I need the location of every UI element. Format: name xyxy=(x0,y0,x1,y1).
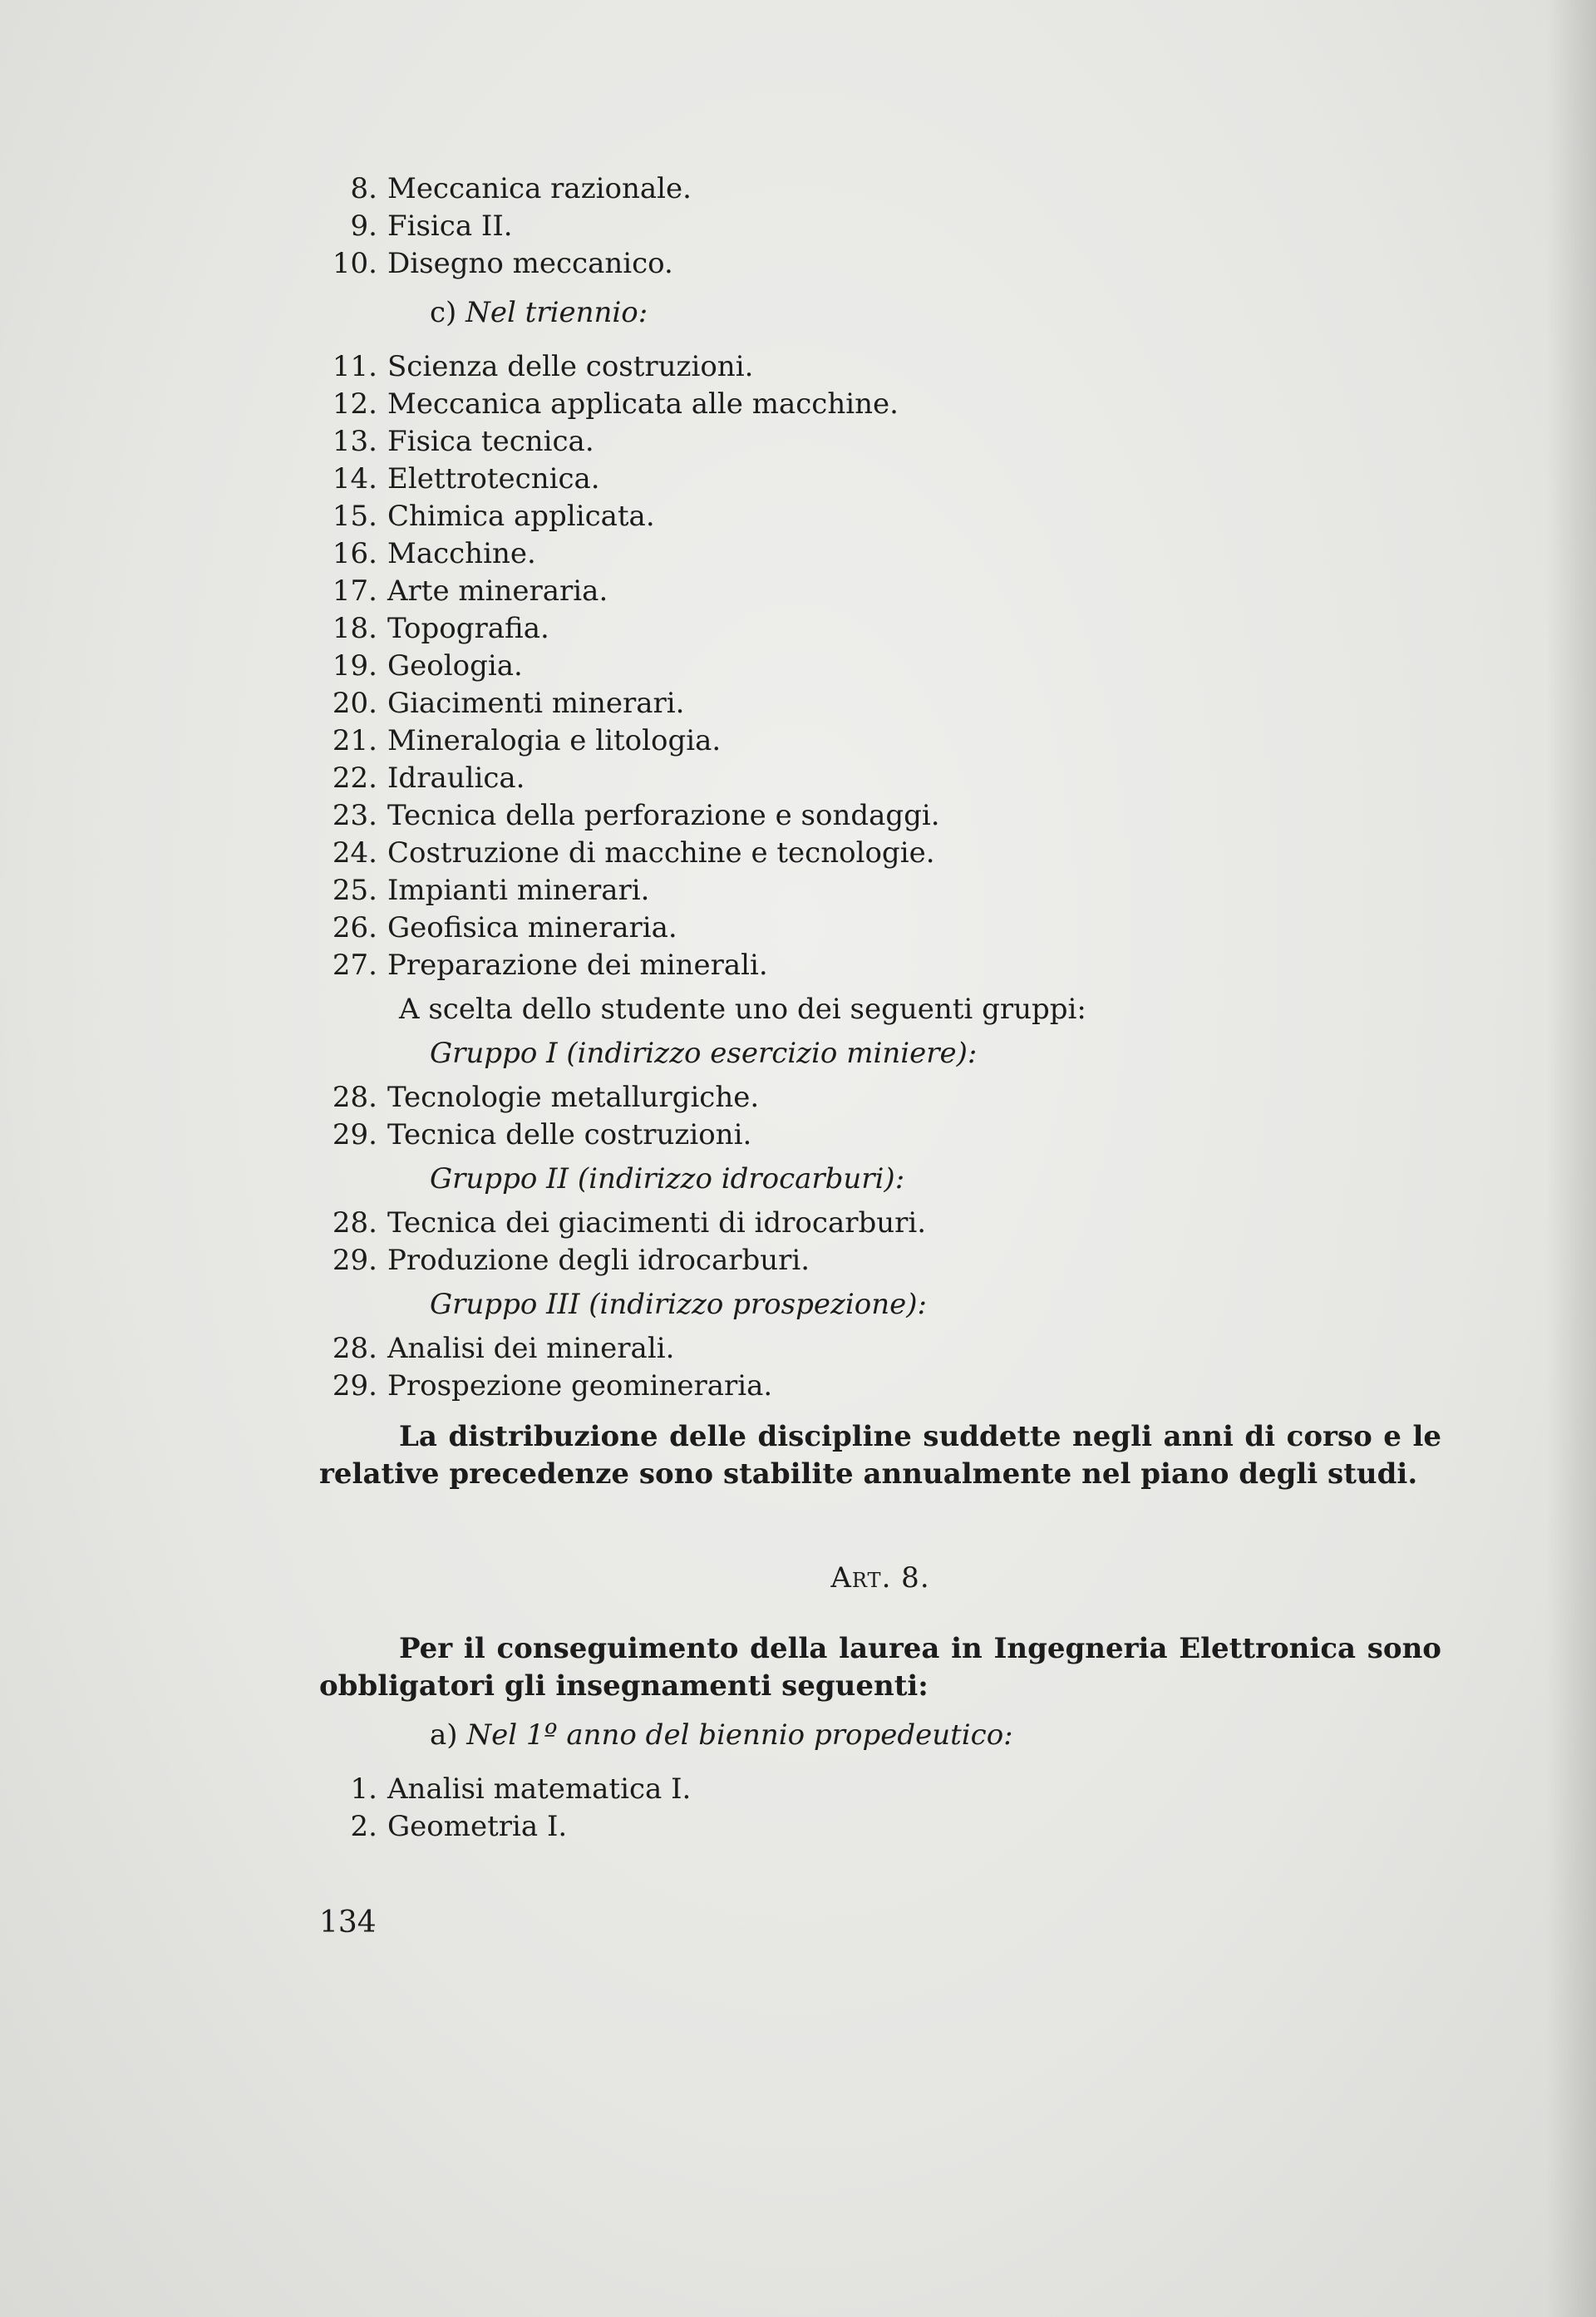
spacer xyxy=(319,1846,1441,1904)
list-item xyxy=(319,685,1441,722)
list-item xyxy=(319,872,1441,910)
group-1-list xyxy=(319,1079,1441,1154)
item-number: 21. xyxy=(332,724,377,757)
item-number: 12. xyxy=(332,387,377,421)
item-text: Fisica II. xyxy=(387,210,513,243)
group-numeral: I xyxy=(546,1037,558,1070)
group-direction: (indirizzo esercizio miniere): xyxy=(566,1037,978,1070)
item-text: Tecnica dei giacimenti di idrocarburi. xyxy=(387,1206,927,1240)
item-text: Giacimenti minerari. xyxy=(387,687,685,720)
item-text: Geofisica mineraria. xyxy=(387,911,677,944)
item-text: Meccanica applicata alle macchine. xyxy=(387,387,899,421)
list-item xyxy=(319,1079,1441,1117)
item-text: Costruzione di macchine e tecnologie. xyxy=(387,836,935,870)
item-text: Topografia. xyxy=(387,612,549,645)
item-number: 29. xyxy=(332,1244,377,1277)
item-number: 19. xyxy=(332,649,377,683)
group-word: Gruppo xyxy=(430,1037,538,1070)
triennio-heading xyxy=(319,294,1441,332)
item-number: 15. xyxy=(332,500,377,533)
item-number: 14. xyxy=(332,462,377,495)
group-direction: (indirizzo idrocarburi): xyxy=(577,1162,905,1195)
item-text: Impianti minerari. xyxy=(387,874,650,907)
item-text: Prospezione geomineraria. xyxy=(387,1369,773,1403)
page-edge-shadow xyxy=(1546,0,1596,2317)
list-item xyxy=(319,1242,1441,1279)
item-text: Mineralogia e litologia. xyxy=(387,724,722,757)
group-numeral: III xyxy=(546,1288,580,1321)
item-text: Elettrotecnica. xyxy=(387,462,600,495)
item-text: Analisi dei minerali. xyxy=(387,1332,675,1365)
list-a xyxy=(319,170,1441,283)
list-item xyxy=(319,610,1441,648)
item-number: 29. xyxy=(332,1369,377,1403)
list-item xyxy=(319,348,1441,386)
list-item xyxy=(319,535,1441,573)
group-2-list xyxy=(319,1205,1441,1279)
list-item xyxy=(319,423,1441,461)
group-3-heading xyxy=(319,1286,1441,1324)
list-b xyxy=(319,348,1441,984)
item-number: 25. xyxy=(332,874,377,907)
item-number: 26. xyxy=(332,911,377,944)
biennio-heading xyxy=(319,1717,1441,1754)
item-number: 28. xyxy=(332,1081,377,1114)
item-number: 29. xyxy=(332,1118,377,1151)
list-item xyxy=(319,1368,1441,1405)
item-number: 23. xyxy=(332,799,377,832)
item-text: Produzione degli idrocarburi. xyxy=(387,1244,810,1277)
group-word: Gruppo xyxy=(430,1162,538,1195)
article-paragraph: Per il conseguimento della laurea in Ingegneria Elettronica sono obbligatori gli insegnamenti seguenti: xyxy=(319,1632,1441,1703)
page-number: 134 xyxy=(319,1905,377,1940)
item-text: Disegno meccanico. xyxy=(387,247,673,280)
item-number: 9. xyxy=(350,210,377,243)
item-number: 22. xyxy=(332,762,377,795)
item-number: 28. xyxy=(332,1332,377,1365)
page-content xyxy=(319,170,1441,1941)
heading-label: a) xyxy=(430,1718,458,1752)
list-item xyxy=(319,245,1441,283)
heading-title: Nel triennio: xyxy=(466,296,648,329)
list-item xyxy=(319,1330,1441,1368)
item-number: 11. xyxy=(332,350,377,383)
list-item xyxy=(319,1205,1441,1242)
list-item xyxy=(319,835,1441,872)
group-numeral: II xyxy=(546,1162,569,1195)
item-number: 10. xyxy=(332,247,377,280)
item-number: 13. xyxy=(332,425,377,458)
list-item xyxy=(319,573,1441,610)
list-item xyxy=(319,386,1441,423)
item-text: Tecnologie metallurgiche. xyxy=(387,1081,760,1114)
item-number: 28. xyxy=(332,1206,377,1240)
item-number: 1. xyxy=(350,1772,377,1806)
list-item xyxy=(319,170,1441,208)
item-text: Chimica applicata. xyxy=(387,500,655,533)
item-number: 20. xyxy=(332,687,377,720)
item-text: Geologia. xyxy=(387,649,523,683)
list-item xyxy=(319,1117,1441,1154)
heading-label: c) xyxy=(430,296,457,329)
list-item xyxy=(319,461,1441,498)
item-text: Fisica tecnica. xyxy=(387,425,594,458)
item-number: 16. xyxy=(332,537,377,570)
item-text: Arte mineraria. xyxy=(387,574,608,608)
group-choice-line: A scelta dello studente uno dei seguenti gruppi: xyxy=(399,993,1086,1026)
item-text: Tecnica delle costruzioni. xyxy=(387,1118,752,1151)
group-2-heading xyxy=(319,1161,1441,1198)
list-item xyxy=(319,1808,1441,1846)
item-text: Geometria I. xyxy=(387,1810,568,1843)
item-text: Tecnica della perforazione e sondaggi. xyxy=(387,799,940,832)
list-item xyxy=(319,760,1441,797)
heading-title: Nel 1º anno del biennio propedeutico: xyxy=(466,1718,1013,1752)
list-item xyxy=(319,797,1441,835)
group-word: Gruppo xyxy=(430,1288,538,1321)
item-text: Meccanica razionale. xyxy=(387,172,692,205)
item-number: 27. xyxy=(332,949,377,982)
item-text: Scienza delle costruzioni. xyxy=(387,350,754,383)
item-text: Preparazione dei minerali. xyxy=(387,949,768,982)
list-c xyxy=(319,1771,1441,1846)
item-number: 18. xyxy=(332,612,377,645)
item-number: 24. xyxy=(332,836,377,870)
group-1-heading xyxy=(319,1035,1441,1072)
list-item xyxy=(319,1771,1441,1808)
group-3-list xyxy=(319,1330,1441,1405)
item-number: 8. xyxy=(350,172,377,205)
distribution-paragraph: La distribuzione delle discipline suddette negli anni di corso e le relative precedenze sono stabilite annualmente nel piano degli studi. xyxy=(319,1420,1441,1491)
list-item xyxy=(319,947,1441,984)
article-heading: Art. 8. xyxy=(830,1561,930,1595)
list-item xyxy=(319,648,1441,685)
list-item xyxy=(319,722,1441,760)
item-number: 17. xyxy=(332,574,377,608)
list-item xyxy=(319,910,1441,947)
item-text: Macchine. xyxy=(387,537,536,570)
list-item xyxy=(319,498,1441,535)
group-direction: (indirizzo prospezione): xyxy=(589,1288,927,1321)
item-text: Idraulica. xyxy=(387,762,525,795)
item-number: 2. xyxy=(350,1810,377,1843)
item-text: Analisi matematica I. xyxy=(387,1772,692,1806)
list-item xyxy=(319,208,1441,245)
